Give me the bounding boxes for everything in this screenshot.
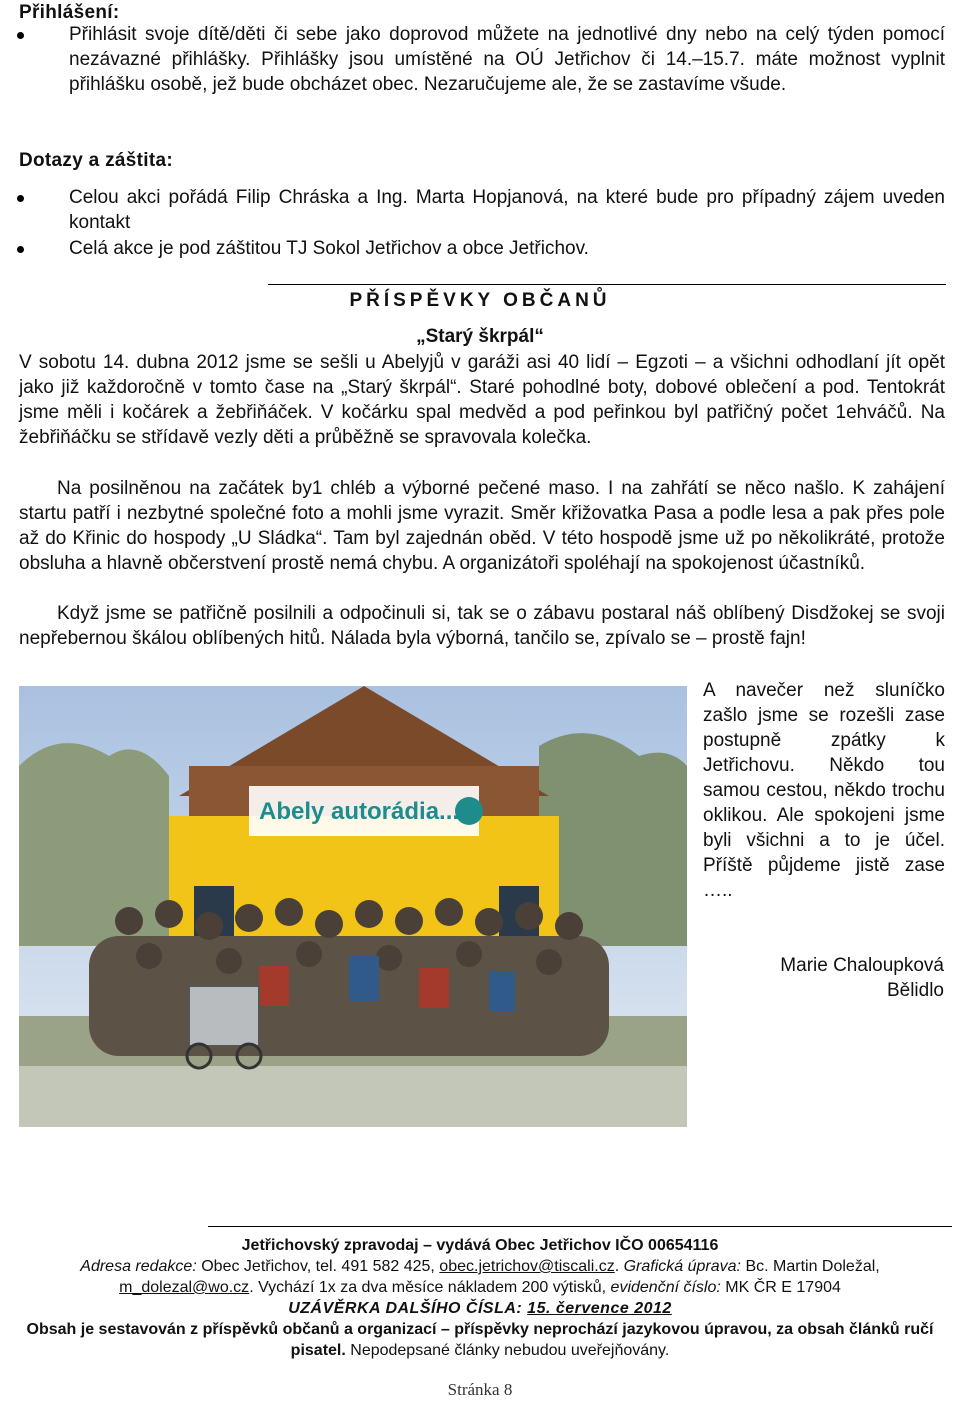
graphic-value: Bc. Martin Doležal, [741,1258,880,1275]
article-paragraph-1: V sobotu 14. dubna 2012 jsme se sešli u Abelyjů v garáži asi 40 lidí – Egzoti – a všichni odhodlaní jít opět jako již každoročně v tomto čase na „Starý škrpál“. Staré pohodlné boty, dobové oblečení a pod. Tentokrát jsme měli i kočárek a žebřiňáček. V kočárku spal medvěd a pod peřinkou byl patřičný počet 1ehváčů. Na žebřiňáčku se střídavě vezly děti a průběžně se spravovala kolečka. [19,352,945,448]
group-photo [19,686,687,1127]
footer-deadline [16,1298,944,1319]
author-place: Bělidlo [886,980,944,1001]
note-bold: Obsah je sestavován z příspěvků občanů a organizací – příspěvky neprochází jazykovou úpravou, za obsah článků ručí pisatel. [26,1321,934,1359]
note-normal: Nepodepsané články nebudou uveřejňovány. [345,1342,670,1359]
questions-bullet-text: Celá akce je pod záštitou TJ Sokol Jetřichov a obce Jetřichov. [69,238,589,259]
questions-heading: Dotazy a záštita: [19,150,173,171]
issue-label: evidenční číslo: [610,1279,721,1296]
email-link-obec[interactable]: obec.jetrichov@tiscali.cz [439,1258,615,1275]
questions-bullet-text: Celou akci pořádá Filip Chráska a Ing. Marta Hopjanová, na které bude pro případný zájem uveden kontakt [69,187,945,233]
bullet-dot [17,246,24,253]
issue-value: MK ČR E 17904 [720,1279,841,1296]
sign-text: Abely autorádia... [259,798,460,825]
footer-rule [208,1226,952,1227]
address-label: Adresa redakce: [80,1258,197,1275]
article-side-text: A navečer než sluníčko zašlo jsme se rozešli zase postupně zpátky k Jetřichovu. Někdo tou samou cestou, někdo trochu oklikou. Ale spokojeni jsme byli všichni a to je účel. Příště půjdeme jistě zase ….. [703,680,945,901]
issue-text: . Vychází 1x za dva měsíce nákladem 200 výtisků, [249,1279,611,1296]
author-name: Marie Chaloupková [780,955,944,976]
address-value: Obec Jetřichov, tel. 491 582 425, [196,1258,440,1275]
deadline-date: 15. července 2012 [527,1300,672,1317]
footer-publisher: Jetřichovský zpravodaj – vydává Obec Jetřichov IČO 00654116 [241,1237,719,1254]
footer-issue [16,1277,944,1298]
signup-heading: Přihlášení: [19,2,120,23]
article-paragraph-2: Na posilněnou na začátek by1 chléb a výborné pečené maso. I na zahřátí se něco našlo. K zahájení startu patří i nezbytné společné foto a mohli jsme vyrazit. Směr křižovatka Pasa a podle lesa a pak přes pole až do Křinic do hospody „U Sládka“. Tam byl zajednán oběd. V této hospodě jsme už po několikráté, protože obsluha a hlavně občerstvení prostě nemá chybu. A organizátoři spoléhají na spokojenost účastníků. [19,478,945,574]
graphic-label: Grafická úprava: [623,1258,741,1275]
footer-note [16,1319,944,1361]
bullet-dot [17,195,24,202]
group-photo-illustration [19,686,687,1127]
section-title: PŘÍSPĚVKY OBČANŮ [349,290,611,311]
signup-bullet-text: Přihlásit svoje dítě/děti či sebe jako doprovod můžete na jednotlivé dny nebo na celý týden pomocí nezávazné přihlášky. Přihlášky jsou umístěné na OÚ Jetřichov či 14.–15.7. máte možnost vyplnit přihlášku osobě, jež bude obcházet obec. Nezaručujeme ale, že se zastavíme všude. [69,24,945,95]
page-number: Stránka 8 [447,1380,513,1399]
email-link-editor[interactable]: m_dolezal@wo.cz [119,1279,250,1296]
section-rule [268,284,946,285]
footer-address: Adresa redakce: Obec Jetřichov, tel. 491 582 425, obec.jetrichov@tiscali.cz. Grafická úprava: Bc. Martin Doležal, [80,1258,880,1275]
bullet-dot [17,32,24,39]
article-title: „Starý škrpál“ [416,326,544,347]
deadline-label: UZÁVĚRKA DALŠÍHO ČÍSLA: [288,1300,523,1317]
article-paragraph-3: Když jsme se patřičně posilnili a odpočinuli si, tak se o zábavu postaral náš oblíbený Disdžokej se svoji nepřebernou škálou oblíbených hitů. Nálada byla výborná, tančilo se, zpívalo se – prostě fajn! [19,603,945,649]
